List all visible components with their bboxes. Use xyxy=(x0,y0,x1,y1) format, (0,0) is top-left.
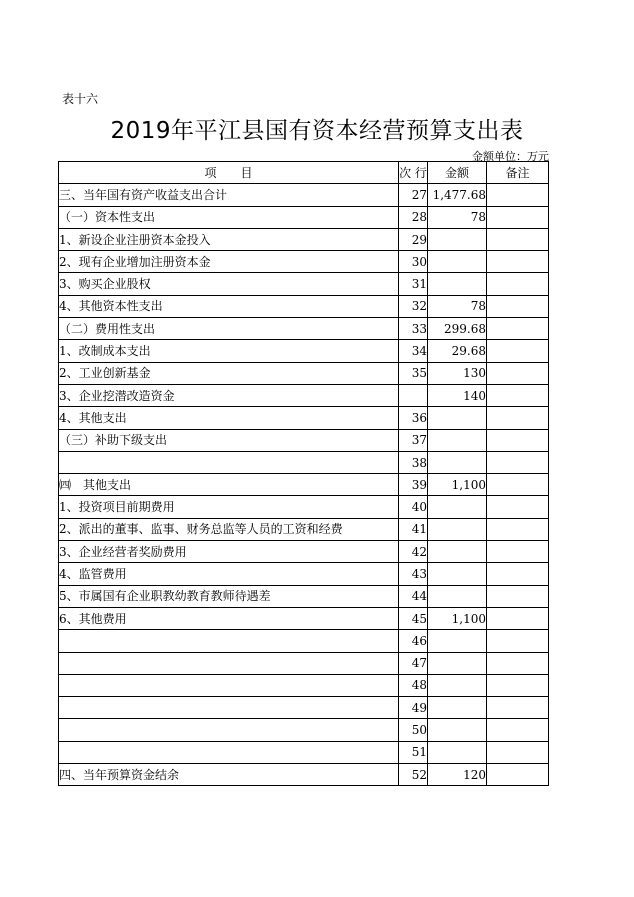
row-amount xyxy=(428,741,487,763)
row-note xyxy=(487,719,549,741)
row-note xyxy=(487,697,549,719)
table-row xyxy=(59,318,549,340)
table-row xyxy=(59,251,549,273)
row-amount xyxy=(428,228,487,250)
table-row xyxy=(59,607,549,629)
row-number: 48 xyxy=(399,674,428,696)
row-item: 1、改制成本支出 xyxy=(59,340,399,362)
row-note xyxy=(487,362,549,384)
row-amount: 120 xyxy=(428,764,487,786)
table-row xyxy=(59,563,549,585)
row-number: 41 xyxy=(399,518,428,540)
budget-table xyxy=(58,161,549,786)
row-note xyxy=(487,563,549,585)
row-amount xyxy=(428,451,487,473)
table-row xyxy=(59,541,549,563)
table-row xyxy=(59,474,549,496)
row-item: 3、企业经营者奖励费用 xyxy=(59,541,399,563)
row-note xyxy=(487,184,549,206)
table-row xyxy=(59,451,549,473)
row-item: 3、购买企业股权 xyxy=(59,273,399,295)
row-note xyxy=(487,541,549,563)
row-number: 38 xyxy=(399,451,428,473)
row-item: 1、新设企业注册资本金投入 xyxy=(59,228,399,250)
row-number: 43 xyxy=(399,563,428,585)
row-note xyxy=(487,518,549,540)
row-amount: 1,100 xyxy=(428,607,487,629)
page-title: 2019年平江县国有资本经营预算支出表 xyxy=(110,118,524,144)
row-note xyxy=(487,674,549,696)
row-amount: 78 xyxy=(428,206,487,228)
row-note xyxy=(487,451,549,473)
row-note xyxy=(487,585,549,607)
row-note xyxy=(487,741,549,763)
row-amount xyxy=(428,407,487,429)
row-item: 四、当年预算资金结余 xyxy=(59,764,399,786)
row-note xyxy=(487,251,549,273)
row-number: 32 xyxy=(399,295,428,317)
row-item: 1、投资项目前期费用 xyxy=(59,496,399,518)
table-row xyxy=(59,384,549,406)
table-row xyxy=(59,719,549,741)
row-number xyxy=(399,384,428,406)
row-amount: 140 xyxy=(428,384,487,406)
row-item: 三、当年国有资产收益支出合计 xyxy=(59,184,399,206)
row-number: 37 xyxy=(399,429,428,451)
row-note xyxy=(487,384,549,406)
row-item: 2、现有企业增加注册资本金 xyxy=(59,251,399,273)
table-row xyxy=(59,741,549,763)
row-note xyxy=(487,630,549,652)
row-amount xyxy=(428,541,487,563)
row-number: 42 xyxy=(399,541,428,563)
row-item: （三）补助下级支出 xyxy=(59,429,399,451)
table-row xyxy=(59,674,549,696)
row-item xyxy=(59,451,399,473)
row-note xyxy=(487,318,549,340)
table-row xyxy=(59,295,549,317)
row-item: 6、其他费用 xyxy=(59,607,399,629)
row-item: 4、其他支出 xyxy=(59,407,399,429)
row-note xyxy=(487,295,549,317)
row-number: 45 xyxy=(399,607,428,629)
table-row xyxy=(59,652,549,674)
row-note xyxy=(487,429,549,451)
row-item: （二）费用性支出 xyxy=(59,318,399,340)
row-amount: 299.68 xyxy=(428,318,487,340)
row-number: 30 xyxy=(399,251,428,273)
row-item: 4、监管费用 xyxy=(59,563,399,585)
row-note xyxy=(487,607,549,629)
row-number: 29 xyxy=(399,228,428,250)
row-note xyxy=(487,764,549,786)
header-note: 备注 xyxy=(487,162,549,184)
table-row xyxy=(59,228,549,250)
table-row xyxy=(59,630,549,652)
row-item xyxy=(59,652,399,674)
amount-unit: 金额单位：万元 xyxy=(472,150,549,163)
row-amount xyxy=(428,429,487,451)
row-amount: 1,477.68 xyxy=(428,184,487,206)
row-item: ㈣ 其他支出 xyxy=(59,474,399,496)
row-amount xyxy=(428,251,487,273)
row-number: 44 xyxy=(399,585,428,607)
row-amount: 78 xyxy=(428,295,487,317)
row-item xyxy=(59,719,399,741)
row-item: （一）资本性支出 xyxy=(59,206,399,228)
row-amount xyxy=(428,630,487,652)
table-row xyxy=(59,273,549,295)
table-row xyxy=(59,407,549,429)
row-amount: 1,100 xyxy=(428,474,487,496)
row-number: 40 xyxy=(399,496,428,518)
table-row xyxy=(59,340,549,362)
row-number: 27 xyxy=(399,184,428,206)
row-note xyxy=(487,273,549,295)
row-number: 36 xyxy=(399,407,428,429)
row-number: 51 xyxy=(399,741,428,763)
row-number: 52 xyxy=(399,764,428,786)
table-header-row xyxy=(59,162,549,184)
row-number: 28 xyxy=(399,206,428,228)
row-item xyxy=(59,697,399,719)
row-note xyxy=(487,407,549,429)
table-row xyxy=(59,362,549,384)
header-item: 项 目 xyxy=(59,162,399,184)
row-note xyxy=(487,340,549,362)
table-row xyxy=(59,206,549,228)
row-amount: 130 xyxy=(428,362,487,384)
row-item: 3、企业挖潜改造资金 xyxy=(59,384,399,406)
row-amount xyxy=(428,719,487,741)
row-number: 39 xyxy=(399,474,428,496)
row-note xyxy=(487,652,549,674)
row-item: 4、其他资本性支出 xyxy=(59,295,399,317)
row-number: 33 xyxy=(399,318,428,340)
table-row xyxy=(59,697,549,719)
row-amount xyxy=(428,674,487,696)
row-item: 2、工业创新基金 xyxy=(59,362,399,384)
row-amount xyxy=(428,273,487,295)
header-row-no: 次 行 xyxy=(399,162,428,184)
row-amount: 29.68 xyxy=(428,340,487,362)
row-item: 5、市属国有企业职教幼教育教师待遇差 xyxy=(59,585,399,607)
table-row xyxy=(59,429,549,451)
row-number: 31 xyxy=(399,273,428,295)
row-amount xyxy=(428,518,487,540)
row-number: 47 xyxy=(399,652,428,674)
row-note xyxy=(487,206,549,228)
row-number: 34 xyxy=(399,340,428,362)
row-amount xyxy=(428,496,487,518)
header-amount: 金额 xyxy=(428,162,487,184)
row-note xyxy=(487,496,549,518)
row-note xyxy=(487,474,549,496)
table-row xyxy=(59,496,549,518)
row-number: 49 xyxy=(399,697,428,719)
table-row xyxy=(59,764,549,786)
row-item xyxy=(59,741,399,763)
row-number: 50 xyxy=(399,719,428,741)
row-note xyxy=(487,228,549,250)
row-number: 35 xyxy=(399,362,428,384)
row-item xyxy=(59,630,399,652)
row-item xyxy=(59,674,399,696)
row-amount xyxy=(428,585,487,607)
row-amount xyxy=(428,652,487,674)
table-row xyxy=(59,518,549,540)
row-number: 46 xyxy=(399,630,428,652)
table-row xyxy=(59,184,549,206)
row-amount xyxy=(428,563,487,585)
table-row xyxy=(59,585,549,607)
row-item: 2、派出的董事、监事、财务总监等人员的工资和经费 xyxy=(59,518,399,540)
table-number: 表十六 xyxy=(62,92,99,106)
row-amount xyxy=(428,697,487,719)
